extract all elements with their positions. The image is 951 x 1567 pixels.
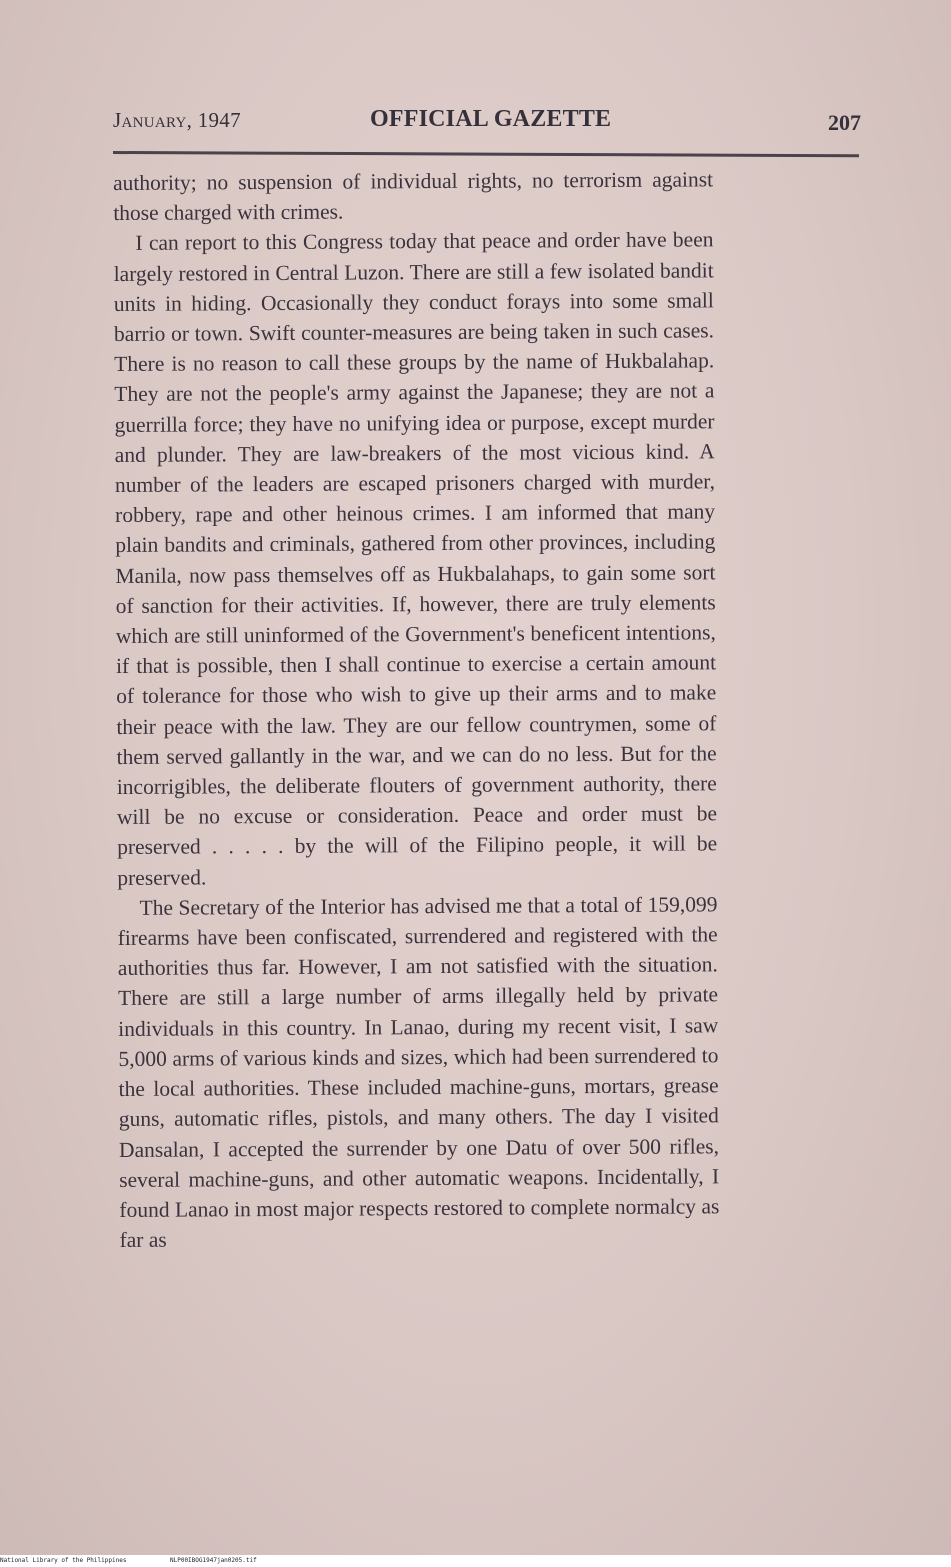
paragraph-continued: authority; no suspension of individual rights, no terrorism against those charged with crimes.: [113, 167, 714, 226]
page-number: 207: [828, 110, 861, 135]
scan-footer: [0, 1555, 951, 1567]
scan-filename: NLP00IBOG1947jan0205.tif: [170, 1557, 257, 1564]
body-text: [113, 164, 720, 1255]
library-credit: National Library of the Philippines: [0, 1557, 127, 1564]
publication-title: OFFICIAL GAZETTE: [370, 106, 612, 132]
paragraph-firearms: The Secretary of the Interior has advised me that a total of 159,099 firearms have been confiscated, surrendered and registered with the authorities thus far. However, I am not satisfied with the situation. There are still a large number of arms illegally held by private individuals in this country. In Lanao, during my recent visit, I saw 5,000 arms of various kinds and sizes, which had been surrendered to the local authorities. These included machine-guns, mortars, grease guns, automatic rifles, pistols, and many others. The day I visited Dansalan, I accepted the surrender by one Datu of over 500 rifles, several machine-guns, and other automatic weapons. Incidentally, I found Lanao in most major respects restored to complete normalcy as far as: [117, 892, 720, 1253]
running-header: [113, 104, 861, 138]
header-date: January, 1947: [113, 108, 241, 132]
paragraph-peace-and-order: I can report to this Congress today that peace and order have been largely restored in Central Luzon. There are still a few isolated bandit units in hiding. Occasionally they conduct forays into some small barrio or town. Swift counter-measures are being taken in such cases. There is no reason to call these groups by the name of Hukbalahap. They are not the people's army against the Japanese; they are not a guerrilla force; they have no unifying idea or purpose, except murder and plunder. They are law-breakers of the most vicious kind. A number of the leaders are escaped prisoners charged with murder, robbery, rape and other heinous crimes. I am informed that many plain bandits and criminals, gathered from other provinces, including Manila, now pass themselves off as Hukbalahaps, to gain some sort of sanction for their activities. If, however, there are truly elements which are still uninformed of the Government's beneficent intentions, if that is possible, then I shall continue to exercise a certain amount of tolerance for those who wish to give up their arms and to make their peace with the law. They are our fellow countrymen, some of them served gallantly in the war, and we can do no less. But for the incorrigibles, the deliberate flouters of government authority, there will be no excuse or consideration. Peace and order must be preserved . . . . . by the will of the Filipino people, it will be preserved.: [113, 227, 718, 890]
